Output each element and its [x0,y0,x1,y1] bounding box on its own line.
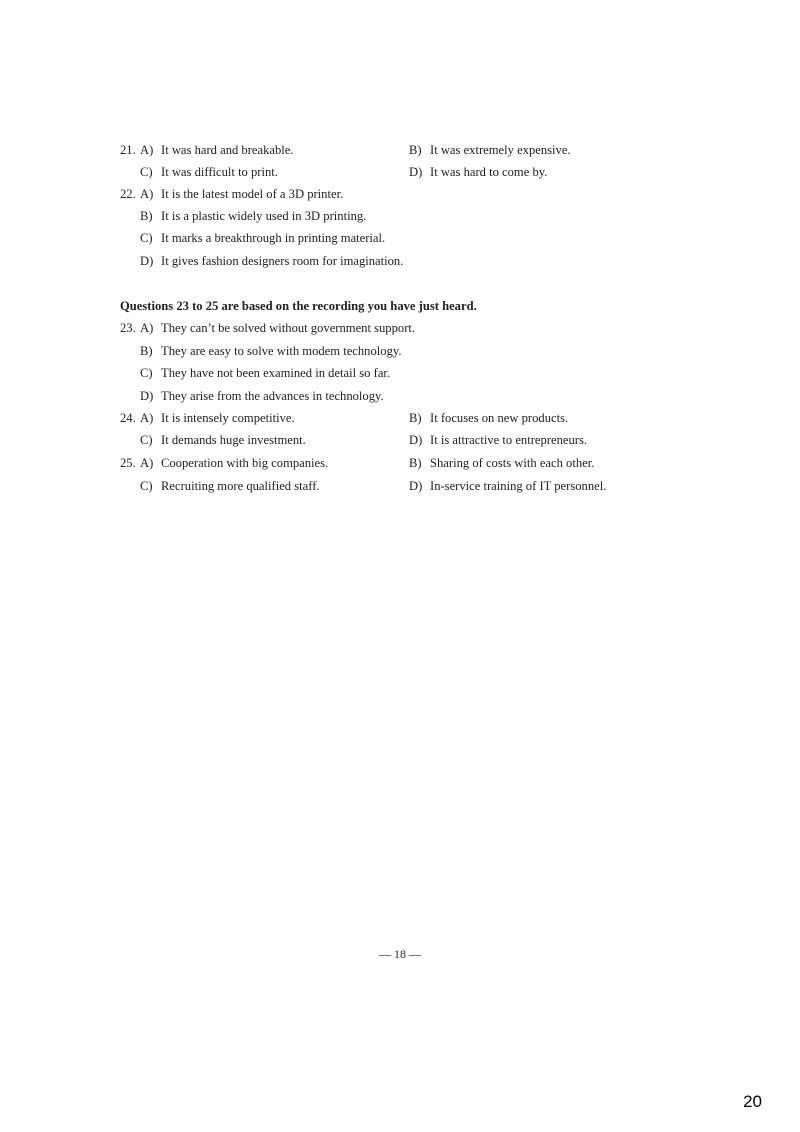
option-text: They arise from the advances in technology. [161,389,384,403]
question-number: 21. [120,143,136,157]
option-text: Recruiting more qualified staff. [161,479,320,493]
option-text: It marks a breakthrough in printing material. [161,231,386,245]
option-a [140,453,328,473]
option-b [409,140,571,160]
section-heading: Questions 23 to 25 are based on the recording you have just heard. [120,299,477,313]
option-c [140,228,385,248]
option-c [140,363,390,383]
question-number: 23. [120,321,136,335]
option-text: It was hard and breakable. [161,143,294,157]
option-text: It demands huge investment. [161,433,306,447]
page-footer: — 18 — [379,947,421,961]
option-text: They are easy to solve with modem technology. [161,344,402,358]
option-text: It was extremely expensive. [430,143,571,157]
option-d [409,476,606,496]
option-text: It is attractive to entrepreneurs. [430,433,588,447]
option-a [140,318,415,338]
option-b [409,408,568,428]
question-number: 24. [120,411,136,425]
option-text: It gives fashion designers room for imagination. [161,254,404,268]
option-letter: B) [140,209,153,223]
option-letter: A) [140,456,154,470]
option-d [409,162,547,182]
option-b [140,341,402,361]
option-text: In-service training of IT personnel. [430,479,607,493]
option-d [409,430,587,450]
option-d [140,251,403,271]
page-corner-number: 20 [743,1092,762,1111]
option-c [140,162,278,182]
option-letter: A) [140,187,154,201]
option-text: They can’t be solved without government support. [161,321,416,335]
option-text: Cooperation with big companies. [161,456,329,470]
option-text: It was hard to come by. [430,165,548,179]
option-letter: C) [140,165,153,179]
option-d [140,386,384,406]
option-a [140,184,343,204]
option-letter: A) [140,411,154,425]
option-c [140,476,320,496]
option-text: It is a plastic widely used in 3D printing. [161,209,367,223]
option-letter: B) [409,456,422,470]
option-c [140,430,306,450]
option-letter: B) [409,143,422,157]
option-letter: A) [140,321,154,335]
option-letter: C) [140,433,153,447]
option-text: It was difficult to print. [161,165,278,179]
option-letter: D) [140,389,154,403]
option-letter: D) [409,479,423,493]
question-number: 25. [120,456,136,470]
option-text: They have not been examined in detail so far. [161,366,391,380]
option-letter: D) [140,254,154,268]
option-text: It is the latest model of a 3D printer. [161,187,344,201]
option-a [140,408,295,428]
question-number: 22. [120,187,136,201]
option-text: It focuses on new products. [430,411,569,425]
option-a [140,140,294,160]
option-letter: D) [409,433,423,447]
option-letter: C) [140,366,153,380]
option-text: Sharing of costs with each other. [430,456,595,470]
option-letter: C) [140,479,153,493]
option-letter: B) [140,344,153,358]
option-letter: D) [409,165,423,179]
option-letter: B) [409,411,422,425]
option-b [409,453,594,473]
option-letter: C) [140,231,153,245]
option-letter: A) [140,143,154,157]
option-b [140,206,366,226]
option-text: It is intensely competitive. [161,411,295,425]
